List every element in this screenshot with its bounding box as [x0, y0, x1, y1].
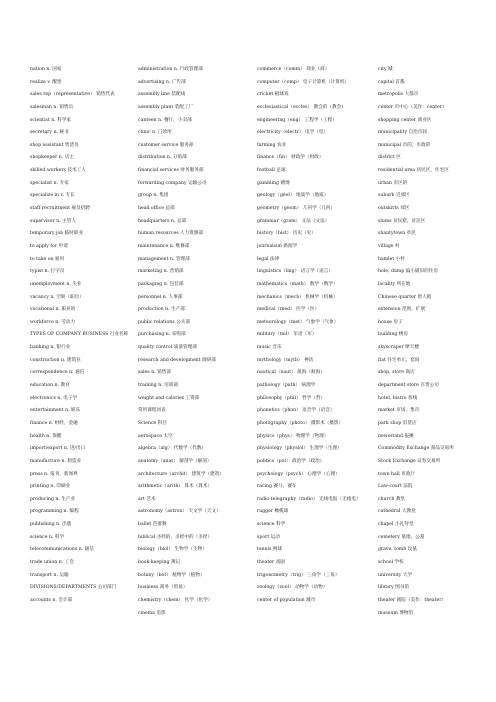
vocab-entry: mechanics（mech） 机械学（机械）	[257, 294, 338, 300]
vocab-entry: district 区	[378, 155, 401, 161]
vocab-entry: legal 法律	[257, 256, 280, 262]
vocab-entry: biology（biol） 生物学（生物）	[138, 547, 207, 553]
vocab-entry: university 大学	[378, 572, 413, 578]
vocab-entry: group n. 集团	[138, 193, 169, 199]
vocab-entry: skilled workers 技术工人	[30, 168, 86, 174]
vocab-entry: library 图书馆	[378, 585, 410, 591]
vocab-entry: printing n. 印刷业	[30, 484, 71, 490]
vocab-entry: specialize in v. 专长	[30, 193, 75, 199]
vocab-entry: aerospace 太空	[138, 433, 173, 439]
vocab-entry: physics（phys） 物理学（物理）	[257, 433, 329, 439]
vocab-entry: administration n. 行政管理部	[138, 67, 203, 72]
vocab-entry: farming 农业	[257, 142, 287, 148]
vocab-entry: financial services 财务服务部	[138, 168, 204, 174]
vocab-entry: electricity（electr） 电学（电）	[257, 130, 329, 136]
vocab-entry: grave, tomb 坟墓	[378, 547, 417, 553]
vocab-entry: extension 范围，扩展	[378, 307, 426, 313]
vocab-entry: import/export n. 进/出口	[30, 446, 86, 452]
vocab-entry: nautical（naut） 航海（航海）	[257, 370, 325, 376]
vocab-entry: research and development 调研部	[138, 357, 216, 363]
vocab-entry: urban 市区的	[378, 180, 408, 186]
vocab-entry: weight and calories 工资部	[138, 395, 200, 401]
vocab-entry: biblical 圣经的、圣经中的（圣经）	[138, 534, 213, 540]
vocab-entry: marketing n. 营销部	[138, 269, 184, 275]
vocab-entry: history（hist） 历史（史）	[257, 231, 316, 237]
vocab-entry: typist n. 打字员	[30, 269, 65, 275]
vocab-entry: manufacture n. 制造业	[30, 458, 82, 464]
vocab-entry: cinema 电影	[138, 610, 166, 616]
vocab-entry: city 城	[378, 67, 393, 72]
vocab-entry: philosophy（phil） 哲学（哲）	[257, 395, 326, 401]
vocab-entry: market 市场，集市	[378, 408, 420, 414]
vocab-entry: hole, dump 偏小破旧的住房	[378, 269, 439, 275]
vocab-entry: mathematics（math） 数学（数学）	[257, 281, 338, 287]
vocab-entry: building 楼房	[378, 332, 409, 338]
vocab-entry: medical（med） 医学（医）	[257, 307, 320, 313]
vocab-entry: book-keeping 簿记	[138, 559, 181, 565]
vocab-entry: botany（bot） 植物学（植物）	[138, 572, 205, 578]
vocab-entry: secretary n. 秘书	[30, 130, 69, 136]
vocab-entry: commerce（comm） 商业（商）	[257, 67, 330, 72]
vocab-entry: engineering（eng） 工程学（工程）	[257, 117, 337, 123]
vocab-entry: assembly plant 装配工厂	[138, 104, 194, 110]
vocab-entry: finance n. 财经，金融	[30, 420, 78, 426]
vocab-entry: Commodity Exchange 商品交易所	[378, 446, 454, 452]
column-4	[378, 64, 478, 702]
vocab-entry: school 学校	[378, 559, 404, 565]
vocab-entry: town hall 市政厅	[378, 471, 416, 477]
vocab-entry: distribution n. 分销部	[138, 155, 187, 161]
vocab-entry: municipality 自治市间	[378, 130, 428, 136]
column-1	[30, 64, 134, 702]
vocab-entry: nation n. 国家	[30, 67, 62, 72]
column-2	[138, 64, 253, 702]
vocab-entry: meteorology（met） 气象学（气象）	[257, 319, 339, 325]
vocab-entry: ballet 芭蕾舞	[138, 522, 167, 528]
vocab-entry: racing 赛马，赛车	[257, 484, 297, 490]
vocab-entry: cathedral 大教堂	[378, 509, 416, 515]
vocab-entry: computer（comp） 电子计算机（计算机）	[257, 79, 350, 85]
column-3	[257, 64, 374, 702]
vocab-entry: vocational n. 职业的	[30, 307, 76, 313]
vocab-entry: human resources 人力资源部	[138, 231, 204, 237]
vocab-entry: packaging n. 包装部	[138, 281, 184, 287]
vocab-entry: science n. 科学	[30, 534, 65, 540]
vocab-entry: telecommunications n. 通信	[30, 547, 94, 553]
vocab-entry: advertising n. 广告部	[138, 79, 186, 85]
vocab-entry: outskirts 郊区	[378, 206, 410, 212]
vocab-entry: temporary job 临时职业	[30, 231, 84, 237]
vocab-entry: house 房子	[378, 319, 403, 325]
vocab-entry: flat 住宅单元，套间	[378, 357, 420, 363]
vocab-entry: center 市中心（美作：center）	[378, 104, 447, 110]
vocab-entry: Science 科目	[138, 420, 168, 426]
vocab-entry: trade union n. 工会	[30, 560, 74, 565]
vocab-entry: supervisor n. 主管人	[30, 218, 77, 224]
vocab-entry: accounts n. 会计部	[30, 597, 73, 603]
vocab-entry: shantytown 贫民	[378, 231, 416, 237]
vocab-entry: correspondence n. 通信	[30, 370, 85, 376]
vocab-entry: scientist n. 科学家	[30, 117, 72, 123]
vocab-entry: trigonometry（trig） 三角学（三角）	[257, 572, 340, 578]
vocab-entry: photography（photo） 摄影术（摄影）	[257, 420, 344, 426]
vocab-entry: center of population 城市	[257, 597, 316, 603]
vocab-entry: sales n. 销售部	[138, 370, 172, 376]
vocab-entry: sport 运动	[257, 534, 280, 540]
vocab-entry: maintenance n. 维修部	[138, 243, 190, 249]
vocab-entry: production n. 生产部	[138, 307, 185, 313]
vocab-entry: electronics n. 电子学	[30, 395, 78, 401]
vocab-entry: personnel n. 人事部	[138, 294, 183, 300]
vocab-entry: zoology（zool） 动物学（动物）	[257, 585, 328, 591]
vocab-entry: health n. 保健	[30, 433, 62, 439]
vocab-entry: architecture（archit） 建筑学（建筑）	[138, 471, 224, 477]
vocab-entry: transport n. 运输	[30, 572, 69, 578]
vocab-entry: cricket 板球戏	[257, 92, 289, 98]
vocab-entry: anatomy（anat） 解剖学（解剖）	[138, 458, 212, 464]
vocab-entry: ecclesiastical（eccles） 教会的（教会）	[257, 104, 346, 110]
vocab-entry: journalism 新闻学	[257, 243, 298, 249]
vocab-entry: to take on 雇用	[30, 256, 65, 262]
vocab-entry: tennis 网球	[257, 547, 283, 553]
vocab-entry: head office 总部	[138, 206, 175, 212]
vocab-entry: newsstand 报摊	[378, 433, 414, 439]
vocab-entry: geology（geol） 地质学（地质）	[257, 193, 329, 199]
vocab-entry: staff recruitment 雇员招聘	[30, 206, 90, 212]
vocab-entry: quality control 质量管理部	[138, 345, 197, 351]
vocab-entry: chemistry（chem） 化学（化学）	[138, 597, 213, 603]
vocab-entry: purchasing n. 采购部	[138, 332, 186, 338]
vocab-entry: press n. 报刊，新闻界	[30, 471, 78, 477]
vocab-entry: physiology（physiol） 生理学（生理）	[257, 446, 342, 452]
vocab-entry: producing n. 生产业	[30, 496, 76, 502]
vocab-entry: 常用课程词表	[138, 408, 166, 414]
vocab-entry: sales rep（representative） 销售代表	[30, 92, 115, 98]
vocab-entry: customer service 服务部	[138, 142, 194, 148]
vocab-entry: forwarding company 运输公司	[138, 180, 207, 186]
vocab-entry: public relations 公关部	[138, 319, 190, 325]
vocab-entry: metropolis 大都市	[378, 92, 419, 98]
vocab-entry: banking n. 银行业	[30, 345, 71, 351]
vocab-entry: canteen n. 餐厅，小卖部	[138, 117, 192, 123]
vocab-entry: department store 百货公司	[378, 383, 439, 389]
vocab-entry: linguistics（ling） 语言学（语言）	[257, 269, 334, 275]
vocab-entry: gambling 赌博	[257, 180, 290, 186]
vocab-entry: rugger 橄榄球	[257, 509, 289, 515]
vocab-entry: specialist n. 专家	[30, 180, 69, 186]
vocab-entry: chapel 小礼拜堂	[378, 522, 414, 528]
vocab-entry: shopkeeper n. 店主	[30, 155, 74, 161]
vocab-entry: hotel, bistro 客栈	[378, 395, 418, 401]
vocab-entry: headquarters n. 总部	[138, 218, 187, 224]
vocab-entry: art 艺术	[138, 496, 156, 502]
vocab-entry: shop assistant 售货员	[30, 142, 79, 148]
vocab-entry: entertainment n. 娱乐	[30, 408, 81, 414]
vocab-entry: village 村	[378, 243, 400, 249]
vocab-entry: business 商务（贸易）	[138, 585, 188, 591]
vocab-entry: phonetics（phon） 语音学（语音）	[257, 408, 335, 414]
vocab-entry: publishing n. 出版	[30, 522, 72, 528]
vocab-entry: hamlet 小村	[378, 256, 405, 262]
vocab-entry: assembly line 装配线	[138, 92, 186, 98]
vocab-entry: astronomy（astron） 天文学（天文）	[138, 509, 221, 515]
vocab-entry: Law-court 法院	[378, 484, 413, 490]
vocab-entry: grammar（gram） 文法（文法）	[257, 218, 330, 224]
vocab-entry: cemetery 墓地，公墓	[378, 534, 425, 540]
vocab-entry: to apply for 申请	[30, 243, 68, 249]
vocab-entry: suburb 近郊区	[378, 193, 410, 199]
vocab-entry: museum 博物馆	[378, 610, 414, 616]
vocab-entry: mythology（myth） 神话	[257, 357, 314, 363]
vocab-entry: slums 贫民窟，贫民区	[378, 218, 426, 224]
vocab-entry: Stock Exchange 证券交易所	[378, 458, 441, 464]
vocab-entry: shopping center 商业区	[378, 117, 432, 123]
vocab-entry: church 教堂	[378, 496, 406, 502]
vocab-entry: algebra（alg） 代数学（代数）	[138, 446, 207, 452]
vocab-entry: geometry（geom） 几何学（几何）	[257, 206, 336, 212]
vocab-entry: football 足球	[257, 168, 286, 174]
vocab-entry: skyscraper 摩天楼	[378, 345, 419, 351]
vocab-entry: pathology（path） 病理学	[257, 383, 316, 389]
vocab-entry: construction n. 建筑业	[30, 357, 81, 363]
vocab-entry: training n. 培训部	[138, 383, 178, 389]
vocab-entry: science 科学	[257, 522, 286, 528]
vocab-entry: theater 戏剧	[257, 560, 285, 565]
vocab-entry: arithmetic（arith） 算术（算术）	[138, 484, 213, 490]
vocab-entry: unemployment n. 失业	[30, 281, 82, 287]
vocab-entry: radio-telegraphy（radio） 无线电报（无线电）	[257, 496, 361, 502]
vocab-entry: theater 剧院（美作：theater）	[378, 597, 447, 603]
vocab-entry: workforce n. 劳动力	[30, 319, 76, 325]
vocab-entry: politics（pol） 政治学（政治）	[257, 458, 325, 464]
vocab-entry: finance（fin） 财政学（财政）	[257, 155, 324, 161]
vocab-entry: locality 所在地	[378, 281, 411, 287]
vocab-entry: music 音乐	[257, 345, 282, 351]
vocab-entry: psychology（psych） 心理学（心理）	[257, 471, 340, 477]
vocab-entry: realize v. 醒悟	[30, 79, 62, 85]
vocab-entry: park shop 旧货店	[378, 420, 417, 426]
vocab-entry: Chinese quarter 唐人街	[378, 294, 432, 300]
vocab-entry: salesman n. 销售员	[30, 104, 74, 110]
vocab-entry: management n. 管理部	[138, 256, 190, 262]
vocab-entry: clinic n. 门诊所	[138, 130, 172, 136]
vocab-entry: military（mil） 军语（军）	[257, 332, 317, 338]
vocab-entry: DIVISIONS/DEPARTMENTS 公司部门	[30, 585, 117, 591]
vocab-entry: shop, store 商店	[378, 370, 415, 376]
vocab-entry: municipal 市的，市政的	[378, 142, 431, 148]
vocab-entry: programming n. 编程	[30, 509, 79, 515]
vocab-entry: capital 首都	[378, 79, 405, 85]
vocab-entry: TYPES OF COMPANY BUSINESS 行业名称	[30, 332, 129, 338]
vocab-entry: vacancy n. 空缺（职位）	[30, 294, 85, 300]
vocab-entry: residential area 居民区，住宅区	[378, 168, 449, 174]
vocab-entry: education n. 教育	[30, 383, 70, 389]
